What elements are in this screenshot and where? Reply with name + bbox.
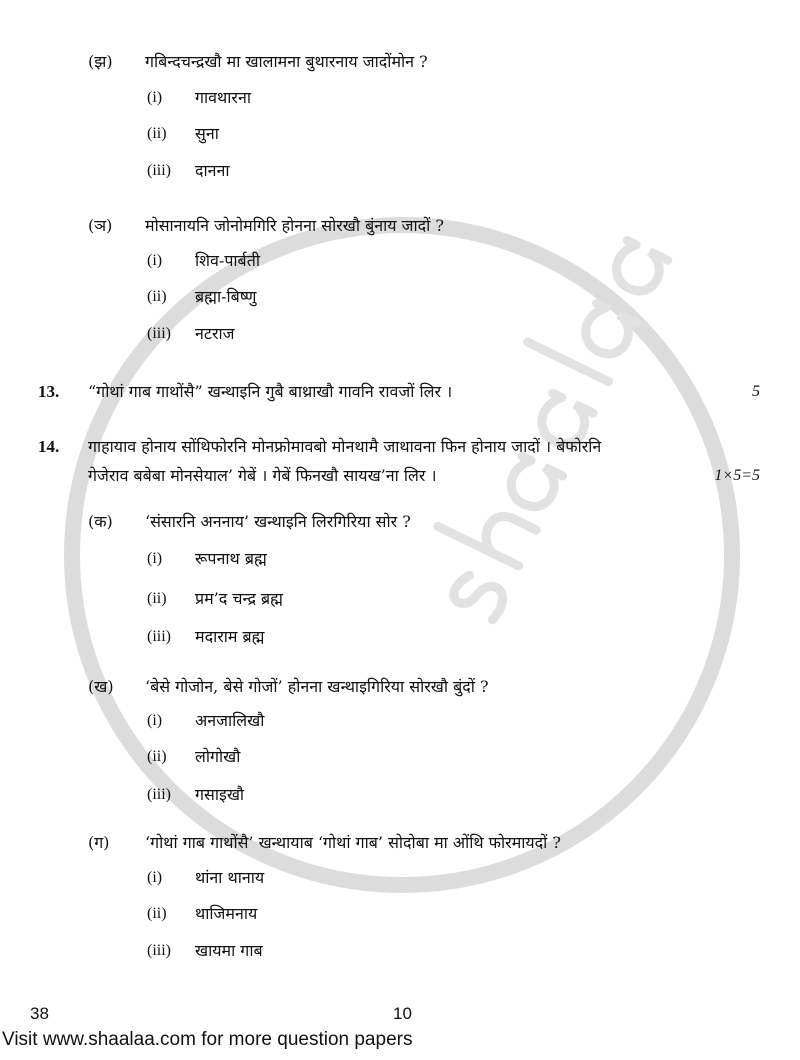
subq-label: (क) [88,512,113,531]
option-num: (ii) [147,748,167,765]
subq-text: गबिन्दचन्द्रखौ मा खालामना बुथारनाय जादोंमोन ? [145,52,428,71]
option-num: (iii) [147,628,171,645]
option-num: (i) [147,712,163,729]
option-text: गसाइखौ [195,785,245,804]
option-text: लोगोखौ [195,747,241,766]
option-num: (i) [147,550,163,567]
option-text: खायमा गाब [195,941,263,960]
subq-label: (ग) [88,833,110,852]
option-text: सुना [195,124,219,143]
option-num: (i) [147,89,163,106]
marks: 5 [752,383,760,400]
question-number: 13. [38,382,60,401]
paper-code: 38 [30,1004,49,1023]
option-text: थाजिमनाय [195,904,258,923]
option-text: प्रम’द चन्द्र ब्रह्म [195,589,283,608]
option-text: नटराज [195,324,235,343]
option-num: (ii) [147,590,167,607]
option-num: (ii) [147,125,167,142]
watermark-circle [72,225,732,885]
option-num: (iii) [147,325,171,342]
option-text: रूपनाथ ब्रह्म [195,549,267,568]
subq-text: ‘संसारनि अननाय’ खन्थाइनि लिरगिरिया सोर ? [145,512,411,531]
option-text: दानना [195,161,230,180]
option-text: अनजालिखौ [195,711,265,730]
subq-text: मोसानायनि जोनोमगिरि होनना सोरखौ बुंनाय जादों ? [145,216,444,235]
option-num: (iii) [147,942,171,959]
option-num: (iii) [147,162,171,179]
option-text: थांना थानाय [195,868,265,887]
question-text-line1: गाहायाव होनाय सोंथिफोरनि मोनफ्रोमावबो मोनथामै जाथावना फिन होनाय जादों । बेफोरनि [88,437,602,456]
subq-text: ‘बेसे गोजोन, बेसे गोजों’ होनना खन्थाइगिरिया सोरखौ बुंदों ? [145,677,489,696]
option-text: शिव-पार्बती [195,251,260,270]
subq-label: (झ) [88,52,113,71]
subq-label: (ख) [88,677,114,696]
question-text: “गोथां गाब गाथोंसै” खन्थाइनि गुबै बाथ्राखौ गावनि रावजों लिर । [88,382,453,401]
question-text-line2: गेजेराव बबेबा मोनसेयाल’ गेबें । गेबें फिनखौ सायख’ना लिर । [88,466,437,485]
subq-label: (ञ) [88,216,113,235]
option-num: (i) [147,252,163,269]
option-text: ब्रह्मा-बिष्णु [195,287,257,306]
option-num: (iii) [147,786,171,803]
question-number: 14. [38,437,60,456]
option-text: गावथारना [195,88,251,107]
visit-link[interactable]: Visit www.shaalaa.com for more question papers [2,1029,413,1050]
option-num: (ii) [147,905,167,922]
option-text: मदाराम ब्रह्म [195,627,265,646]
option-num: (i) [147,869,163,886]
subq-text: ‘गोथां गाब गाथोंसै’ खन्थायाब ‘गोथां गाब’ सोदोबा मा ओंथि फोरमायदों ? [145,833,561,852]
option-num: (ii) [147,288,167,305]
page-number: 10 [393,1004,412,1023]
marks: 1×5=5 [714,467,760,484]
watermark-lettering [411,221,669,621]
